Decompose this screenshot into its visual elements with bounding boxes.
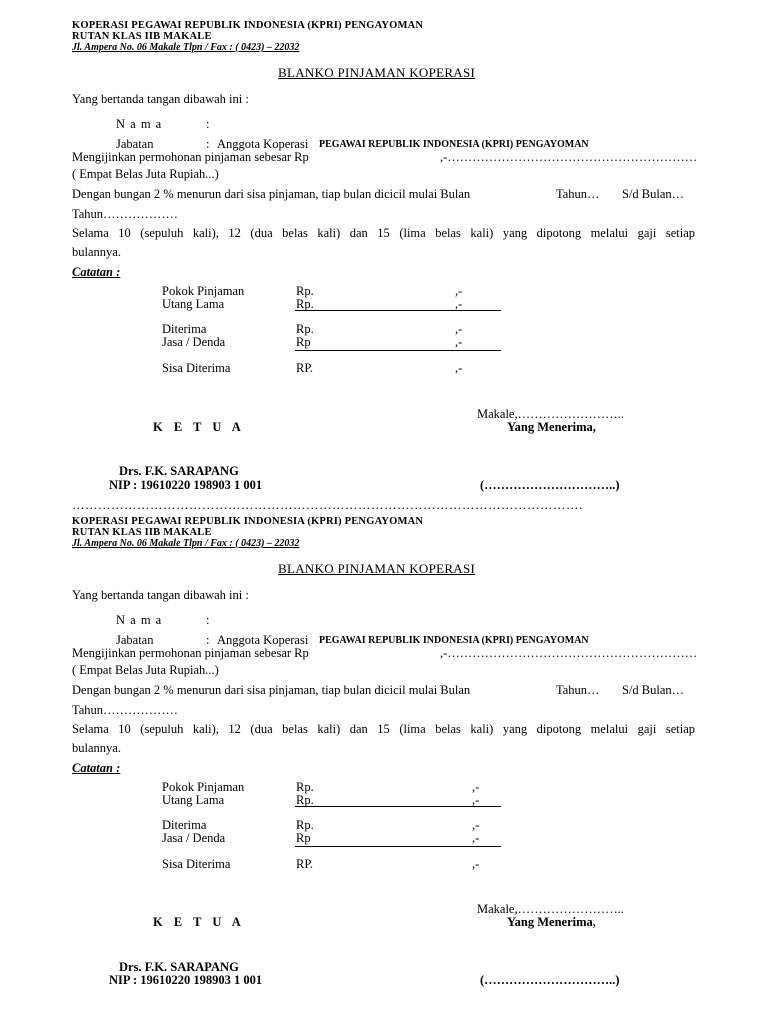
permohonan-dots: ,-……………………………………………………: [440, 646, 698, 660]
header-address: Jl. Ampera No. 06 Makale Tlpn / Fax : ( 0423) – 22032: [72, 538, 300, 549]
total-line: [295, 846, 501, 847]
yang-menerima-label: Yang Menerima,: [507, 420, 596, 434]
row-end: ,-: [472, 818, 480, 832]
bunga-text: Dengan bungan 2 % menurun dari sisa pinjaman, tiap bulan dicicil mulai Bulan: [72, 187, 471, 201]
permohonan-text: Mengijinkan permohonan pinjaman sebesar Rp: [72, 150, 309, 164]
nama-colon: :: [206, 117, 210, 131]
terbilang-text: ( Empat Belas Juta Rupiah...): [72, 663, 219, 677]
row-label: Jasa / Denda: [162, 831, 226, 845]
jabatan-label: Jabatan: [116, 137, 154, 151]
row-label: Diterima: [162, 818, 207, 832]
selama-text-end: bulannya.: [72, 741, 121, 755]
nama-label: N a m a: [116, 613, 163, 627]
row-label: Sisa Diterima: [162, 361, 231, 375]
selama-text: Selama 10 (sepuluh kali), 12 (dua belas kali) dan 15 (lima belas kali) yang dipotong melalui gaji setiap: [72, 226, 695, 240]
bunga-sd-bulan: S/d Bulan…: [622, 187, 685, 201]
signer-name: Drs. F.K. SARAPANG: [119, 960, 239, 974]
place-date: Makale,……………………..: [477, 407, 624, 421]
bunga-sd-bulan: S/d Bulan…: [622, 683, 685, 697]
row-currency: Rp.: [296, 793, 314, 807]
header-unit: RUTAN KLAS IIB MAKALE: [72, 527, 212, 538]
selama-text: Selama 10 (sepuluh kali), 12 (dua belas kali) dan 15 (lima belas kali) yang dipotong melalui gaji setiap: [72, 722, 695, 736]
bunga-text: Dengan bungan 2 % menurun dari sisa pinjaman, tiap bulan dicicil mulai Bulan: [72, 683, 471, 697]
header-unit: RUTAN KLAS IIB MAKALE: [72, 31, 212, 42]
jabatan-value: Anggota Koperasi: [217, 633, 309, 647]
subtotal-line: [295, 806, 501, 807]
row-label: Utang Lama: [162, 297, 225, 311]
yang-menerima-label: Yang Menerima,: [507, 915, 596, 929]
row-end: ,-: [472, 831, 480, 845]
row-end: ,-: [455, 361, 463, 375]
row-currency: Rp.: [296, 297, 314, 311]
row-end: ,-: [472, 780, 480, 794]
row-currency: Rp.: [296, 284, 314, 298]
signer-name: Drs. F.K. SARAPANG: [119, 464, 239, 478]
row-end: ,-: [472, 793, 480, 807]
ketua-label: K E T U A: [153, 915, 245, 929]
row-end: ,-: [455, 322, 463, 336]
row-label: Utang Lama: [162, 793, 225, 807]
permohonan-dots: ,-……………………………………………………: [440, 150, 698, 164]
nama-colon: :: [206, 613, 210, 627]
bunga-tahun: Tahun………………: [72, 703, 179, 717]
ketua-label: K E T U A: [153, 420, 245, 434]
row-label: Pokok Pinjaman: [162, 284, 245, 298]
signer-nip: NIP : 19610220 198903 1 001: [109, 973, 263, 987]
subtotal-line: [295, 310, 501, 311]
total-line: [295, 350, 501, 351]
catatan-label: Catatan :: [72, 265, 121, 279]
row-label: Jasa / Denda: [162, 335, 226, 349]
row-end: ,-: [455, 284, 463, 298]
header-address: Jl. Ampera No. 06 Makale Tlpn / Fax : ( 0423) – 22032: [72, 42, 300, 53]
jabatan-label: Jabatan: [116, 633, 154, 647]
bunga-tahun-short: Tahun…: [556, 187, 600, 201]
row-currency: Rp: [296, 335, 311, 349]
row-end: ,-: [455, 335, 463, 349]
jabatan-colon: :: [206, 137, 210, 151]
terbilang-text: ( Empat Belas Juta Rupiah...): [72, 167, 219, 181]
selama-text-end: bulannya.: [72, 245, 121, 259]
receiver-signature-blank: (…………………………..): [480, 478, 620, 492]
row-label: Pokok Pinjaman: [162, 780, 245, 794]
row-currency: Rp.: [296, 818, 314, 832]
catatan-label: Catatan :: [72, 761, 121, 775]
bunga-tahun-short: Tahun…: [556, 683, 600, 697]
permohonan-text: Mengijinkan permohonan pinjaman sebesar Rp: [72, 646, 309, 660]
cut-divider: ……………………………………………………………………………………………………….: [72, 498, 583, 512]
header-org: KOPERASI PEGAWAI REPUBLIK INDONESIA (KPRI) PENGAYOMAN: [72, 516, 424, 527]
row-end: ,-: [455, 297, 463, 311]
row-currency: RP.: [296, 857, 314, 871]
row-currency: Rp.: [296, 322, 314, 336]
nama-label: N a m a: [116, 117, 163, 131]
form-title: BLANKO PINJAMAN KOPERASI: [278, 561, 476, 576]
loan-form-1: [0, 0, 768, 496]
header-org: KOPERASI PEGAWAI REPUBLIK INDONESIA (KPRI) PENGAYOMAN: [72, 20, 424, 31]
row-currency: RP.: [296, 361, 314, 375]
intro-text: Yang bertanda tangan dibawah ini :: [72, 92, 249, 106]
loan-form-2: [0, 496, 768, 992]
intro-text: Yang bertanda tangan dibawah ini :: [72, 588, 249, 602]
row-end: ,-: [472, 857, 480, 871]
signer-nip: NIP : 19610220 198903 1 001: [109, 478, 263, 492]
jabatan-org: PEGAWAI REPUBLIK INDONESIA (KPRI) PENGAYOMAN: [319, 635, 589, 646]
form-title: BLANKO PINJAMAN KOPERASI: [278, 65, 476, 80]
jabatan-org: PEGAWAI REPUBLIK INDONESIA (KPRI) PENGAYOMAN: [319, 139, 589, 150]
row-currency: Rp.: [296, 780, 314, 794]
row-label: Sisa Diterima: [162, 857, 231, 871]
jabatan-colon: :: [206, 633, 210, 647]
row-label: Diterima: [162, 322, 207, 336]
place-date: Makale,……………………..: [477, 902, 624, 916]
receiver-signature-blank: (…………………………..): [480, 973, 620, 987]
jabatan-value: Anggota Koperasi: [217, 137, 309, 151]
bunga-tahun: Tahun………………: [72, 207, 179, 221]
row-currency: Rp: [296, 831, 311, 845]
